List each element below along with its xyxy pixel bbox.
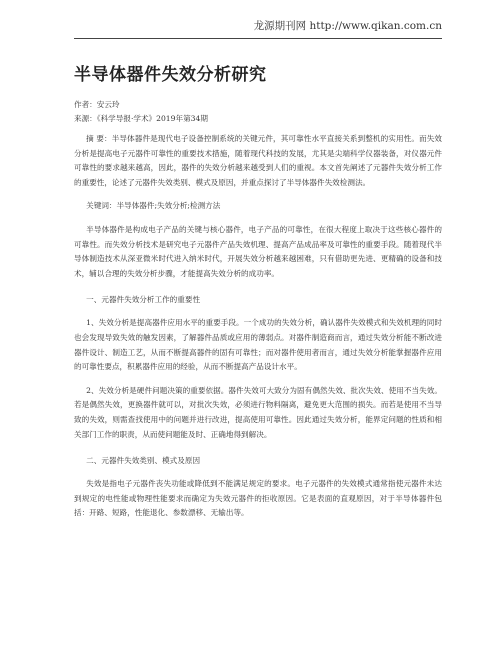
intro-paragraph: 半导体器件是构成电子产品的关键与核心器件，电子产品的可靠性，在很大程度上取决于这些核心器件的可靠性。而失效分析技术是研究电子元器件产品失效机理、提高产品成品率及可靠性的重要手段。随着现代半导体制造技术从深亚微米时代进入纳米时代，开展失效分析越来越困难，只有借助更先进、更精确的设备和技术，辅以合理的失效分析步骤，才能提高失效分析的成功率。 xyxy=(74,224,442,278)
section2-paragraph-1: 失效是指电子元器件丧失功能或降低到不能满足规定的要求。电子元器件的失效模式通常指使元器件未达到规定的电性能或物理性能要求而确定为失效元器件的拒收原因。它是表面的直观原因，对于半导体器件包括：开路、短路，性能退化、参数漂移、无输出等。 xyxy=(74,479,442,518)
article-body xyxy=(74,60,442,521)
section-heading-2: 二、元器件失效类别、模式及原因 xyxy=(86,456,201,466)
abstract-paragraph: 摘 要：半导体器件是现代电子设备控制系统的关键元件，其可靠性水平直接关系到整机的实用性。而失效分析是提高电子元器件可靠性的重要技术措施，随着现代科技的发展，尤其是尖端科学仪器装备，对仪器元件可靠性的要求越来越高，因此，器件的失效分析越来越受到人们的重视。本文首先阐述了元器件失效分析工作的重要性，论述了元器件失效类别、模式及原因，并重点探讨了半导体器件失效检测法。 xyxy=(74,134,442,187)
author-line: 作者：安云玲 xyxy=(74,100,120,109)
section1-paragraph-1: 1、失效分析是提高器件应用水平的重要手段。一个成功的失效分析，确认器件失效模式和失效机理的同时也会发现导致失效的触发因素，了解器件品质或应用的薄弱点。对器件制造商而言，通过失效分析能不断改进器件设计、制造工艺，从而不断提高器件的固有可靠性；而对器件使用者而言，通过失效分析能掌握器件应用的可靠性要点，积累器件应用的经验，从而不断提高产品设计水平。 xyxy=(74,318,442,372)
article-title: 半导体器件失效分析研究 xyxy=(74,65,267,85)
header-divider xyxy=(74,38,442,39)
section1-paragraph-2: 2、失效分析是硬件问题决策的重要依据。器件失效可大致分为固有偶然失效、批次失效、使用不当失效。若是偶然失效，更换器件就可以，对批次失效，必须进行物料隔离，避免更大范围的损失。而若是使用不当导致的失效，则需查找使用中的问题并进行改进，提高使用可靠性。因此通过失效分析，能界定问题的性质和相关部门工作的职责，从而使问题能及时、正确地得到解决。 xyxy=(74,385,442,439)
section-heading-1: 一、元器件失效分析工作的重要性 xyxy=(86,295,201,305)
site-header-text: 龙源期刊网 http://www.qikan.com.cn xyxy=(253,20,442,32)
source-line: 来源：《科学导报·学术》2019年第34期 xyxy=(74,114,208,123)
keywords-line: 关键词：半导体器件;失效分析;检测方法 xyxy=(86,201,221,211)
